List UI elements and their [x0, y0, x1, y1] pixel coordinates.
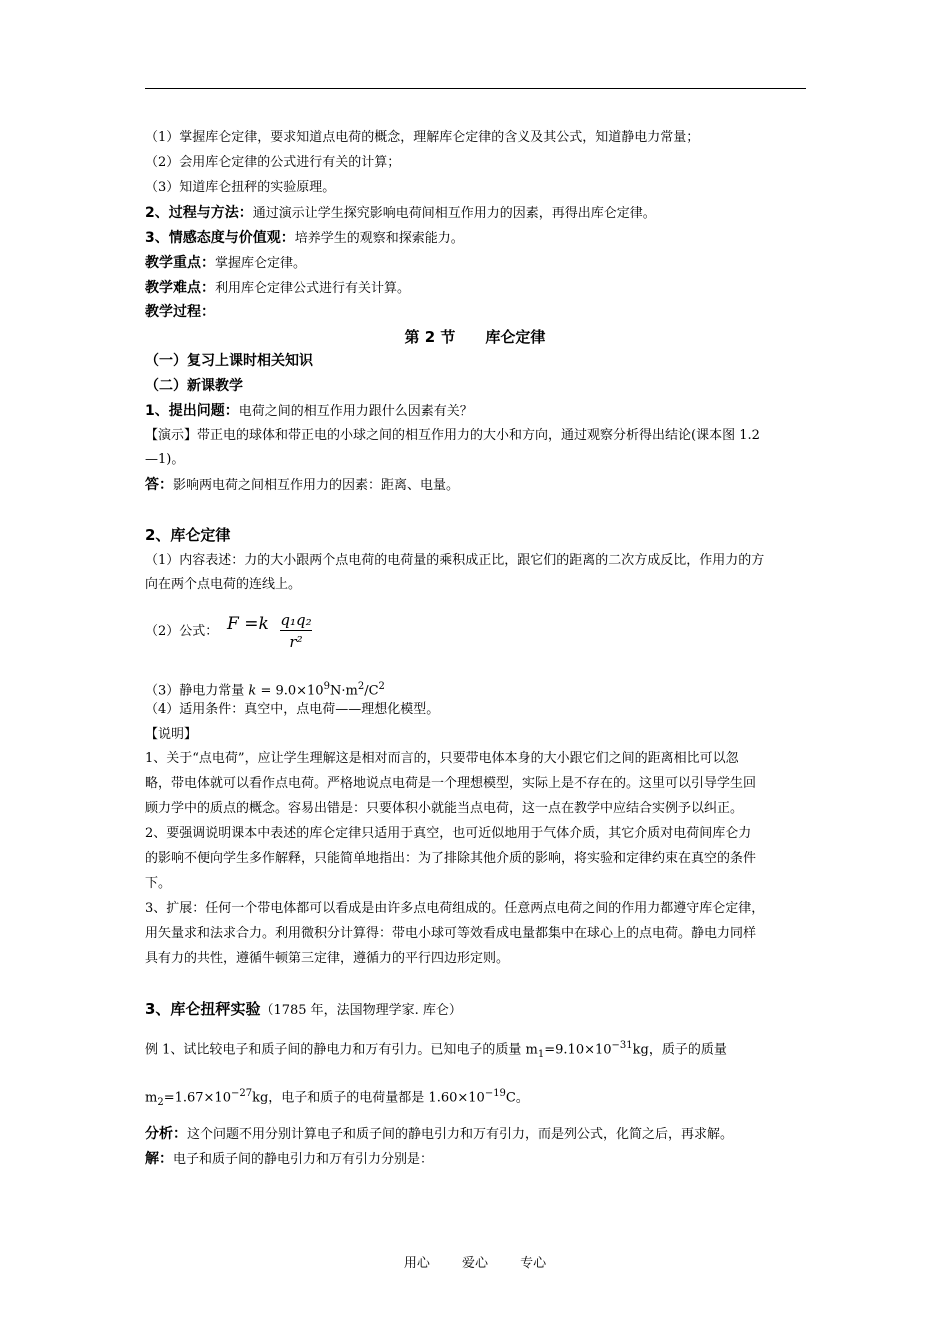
part-1-heading: （一）复习上课时相关知识 — [145, 353, 313, 369]
example-line-2-exp2: −19 — [484, 1088, 506, 1099]
torsion-heading: 3、库仑扭秤实验 — [145, 1000, 261, 1018]
note-2-line-1: 2、要强调说明课本中表述的库仑定律只适用于真空，也可近似地用于气体介质，其它介质对电荷间库仑力 — [145, 826, 752, 841]
solution — [145, 1149, 433, 1170]
analysis-label: 分析： — [145, 1126, 187, 1142]
constant-unit: N·m — [329, 683, 358, 699]
constant-unit-exp: 2 — [357, 681, 365, 692]
footer-item-2: 爱心 — [461, 1256, 488, 1271]
note-2-line-3: 下。 — [145, 876, 172, 891]
emotion-text: 培养学生的观察和探索能力。 — [294, 231, 464, 246]
footer-item-3: 专心 — [520, 1256, 547, 1271]
torsion-note: （1785 年，法国物理学家. 库仑） — [260, 1003, 462, 1018]
constant-exp: 9 — [323, 681, 330, 692]
formula-numerator: q₁q₂ — [280, 611, 312, 629]
demo-line-1: 【演示】带正电的球体和带正电的小球之间的相互作用力的大小和方向，通过观察分析得出结论(课本图 1.2 — [145, 428, 760, 443]
difficulty-label: 教学难点： — [145, 280, 215, 296]
analysis-text: 这个问题不用分别计算电子和质子间的静电引力和万有引力，而是列公式，化简之后，再求解。 — [187, 1127, 734, 1142]
answer-label: 答： — [145, 477, 173, 493]
formula-label: （2）公式： — [145, 624, 219, 639]
example-line-2 — [145, 1084, 529, 1113]
note-1-line-1: 1、关于“点电荷”，应让学生理解这是相对而言的，只要带电体本身的大小跟它们之间的距离相比可以忽 — [145, 751, 739, 766]
objective-2: （2）会用库仑定律的公式进行有关的计算； — [145, 155, 401, 170]
example-line-2-d: C。 — [505, 1090, 529, 1106]
footer-item-1: 用心 — [403, 1256, 430, 1271]
question-1-text: 电荷之间的相互作用力跟什么因素有关？ — [238, 404, 473, 419]
example-line-2-b: =1.67×10 — [163, 1090, 231, 1106]
note-1-line-3: 顾力学中的质点的概念。容易出错是：只要体积小就能当点电荷，这一点在教学中应结合实例予以纠正。 — [145, 801, 744, 816]
analysis — [145, 1124, 733, 1145]
torsion-line — [145, 999, 462, 1021]
solution-label: 解： — [145, 1151, 173, 1167]
part-2-heading: （二）新课教学 — [145, 378, 243, 394]
formula-denominator: r² — [289, 633, 303, 651]
process-method-label: 2、过程与方法： — [145, 205, 253, 221]
example-line-1-c: kg，质子的质量 — [632, 1042, 727, 1058]
process-label: 教学过程： — [145, 304, 215, 320]
solution-text: 电子和质子间的静电引力和万有引力分别是： — [173, 1152, 434, 1167]
key-point-text: 掌握库仑定律。 — [215, 256, 307, 271]
example-line-1 — [145, 1036, 727, 1065]
note-label: 【说明】 — [145, 727, 198, 742]
note-3-line-1: 3、扩展：任何一个带电体都可以看成是由许多点电荷组成的。任意两点电荷之间的作用力都遵守库仑定律， — [145, 901, 765, 916]
page-footer — [0, 1252, 950, 1271]
constant-unit2-exp: 2 — [378, 681, 385, 692]
constant-var: k — [248, 683, 257, 699]
formula-lhs: F =k — [227, 614, 269, 634]
answer-text: 影响两电荷之间相互作用力的因素：距离、电量。 — [173, 478, 460, 493]
constant-value: = 9.0×10 — [256, 683, 324, 699]
objective-1: （1）掌握库仑定律，要求知道点电荷的概念，理解库仑定律的含义及其公式，知道静电力常量； — [145, 130, 700, 145]
process-method — [145, 203, 656, 224]
difficulty — [145, 278, 410, 299]
example-line-2-c: kg，电子和质子的电荷量都是 1.60×10 — [252, 1090, 485, 1106]
note-3-line-3: 具有力的共性，遵循牛顿第三定律，遵循力的平行四边形定则。 — [145, 951, 510, 966]
example-line-1-sub: 1 — [537, 1048, 545, 1060]
objective-3: （3）知道库仑扭秤的实验原理。 — [145, 180, 336, 195]
header-rule — [145, 88, 806, 89]
note-2-line-2: 的影响不便向学生多作解释，只能简单地指出：为了排除其他介质的影响，将实验和定律约束在真空的条件 — [145, 851, 757, 866]
difficulty-text: 利用库仑定律公式进行有关计算。 — [215, 281, 411, 296]
question-1 — [145, 401, 473, 422]
content-line-2: 向在两个点电荷的连线上。 — [145, 577, 302, 592]
emotion — [145, 228, 464, 249]
constant-line — [145, 677, 385, 701]
example-line-2-sub: 2 — [157, 1096, 164, 1108]
coulomb-law-heading: 2、库仑定律 — [145, 526, 231, 544]
constant-unit2: /C — [364, 683, 379, 699]
example-line-1-exp: −31 — [611, 1040, 633, 1051]
key-point — [145, 253, 306, 274]
example-line-2-exp: −27 — [230, 1088, 253, 1099]
formula-fraction — [280, 610, 312, 653]
process-method-text: 通过演示让学生探究影响电荷间相互作用力的因素，再得出库仑定律。 — [252, 206, 656, 221]
section-title: 第 2 节 库仑定律 — [404, 328, 546, 346]
key-point-label: 教学重点： — [145, 255, 215, 271]
demo-line-2: —1)。 — [145, 452, 185, 467]
emotion-label: 3、情感态度与价值观： — [145, 230, 295, 246]
note-3-line-2: 用矢量求和法求合力。利用微积分计算得：带电小球可等效看成电量都集中在球心上的点电荷。静电力同样 — [145, 926, 757, 941]
example-line-2-a: m — [145, 1090, 158, 1106]
condition: （4）适用条件：真空中，点电荷——理想化模型。 — [145, 702, 440, 717]
question-1-label: 1、提出问题： — [145, 403, 239, 419]
constant-label: （3）静电力常量 — [145, 683, 245, 699]
example-line-1-b: =9.10×10 — [544, 1042, 612, 1058]
answer — [145, 475, 459, 496]
content-line-1: （1）内容表述：力的大小跟两个点电荷的电荷量的乘积成正比，跟它们的距离的二次方成反比，作用力的方 — [145, 553, 765, 568]
example-line-1-a: 例 1、试比较电子和质子间的静电力和万有引力。已知电子的质量 m — [145, 1042, 538, 1058]
note-1-line-2: 略，带电体就可以看作点电荷。严格地说点电荷是一个理想模型，实际上是不存在的。这里可以引导学生回 — [145, 776, 757, 791]
